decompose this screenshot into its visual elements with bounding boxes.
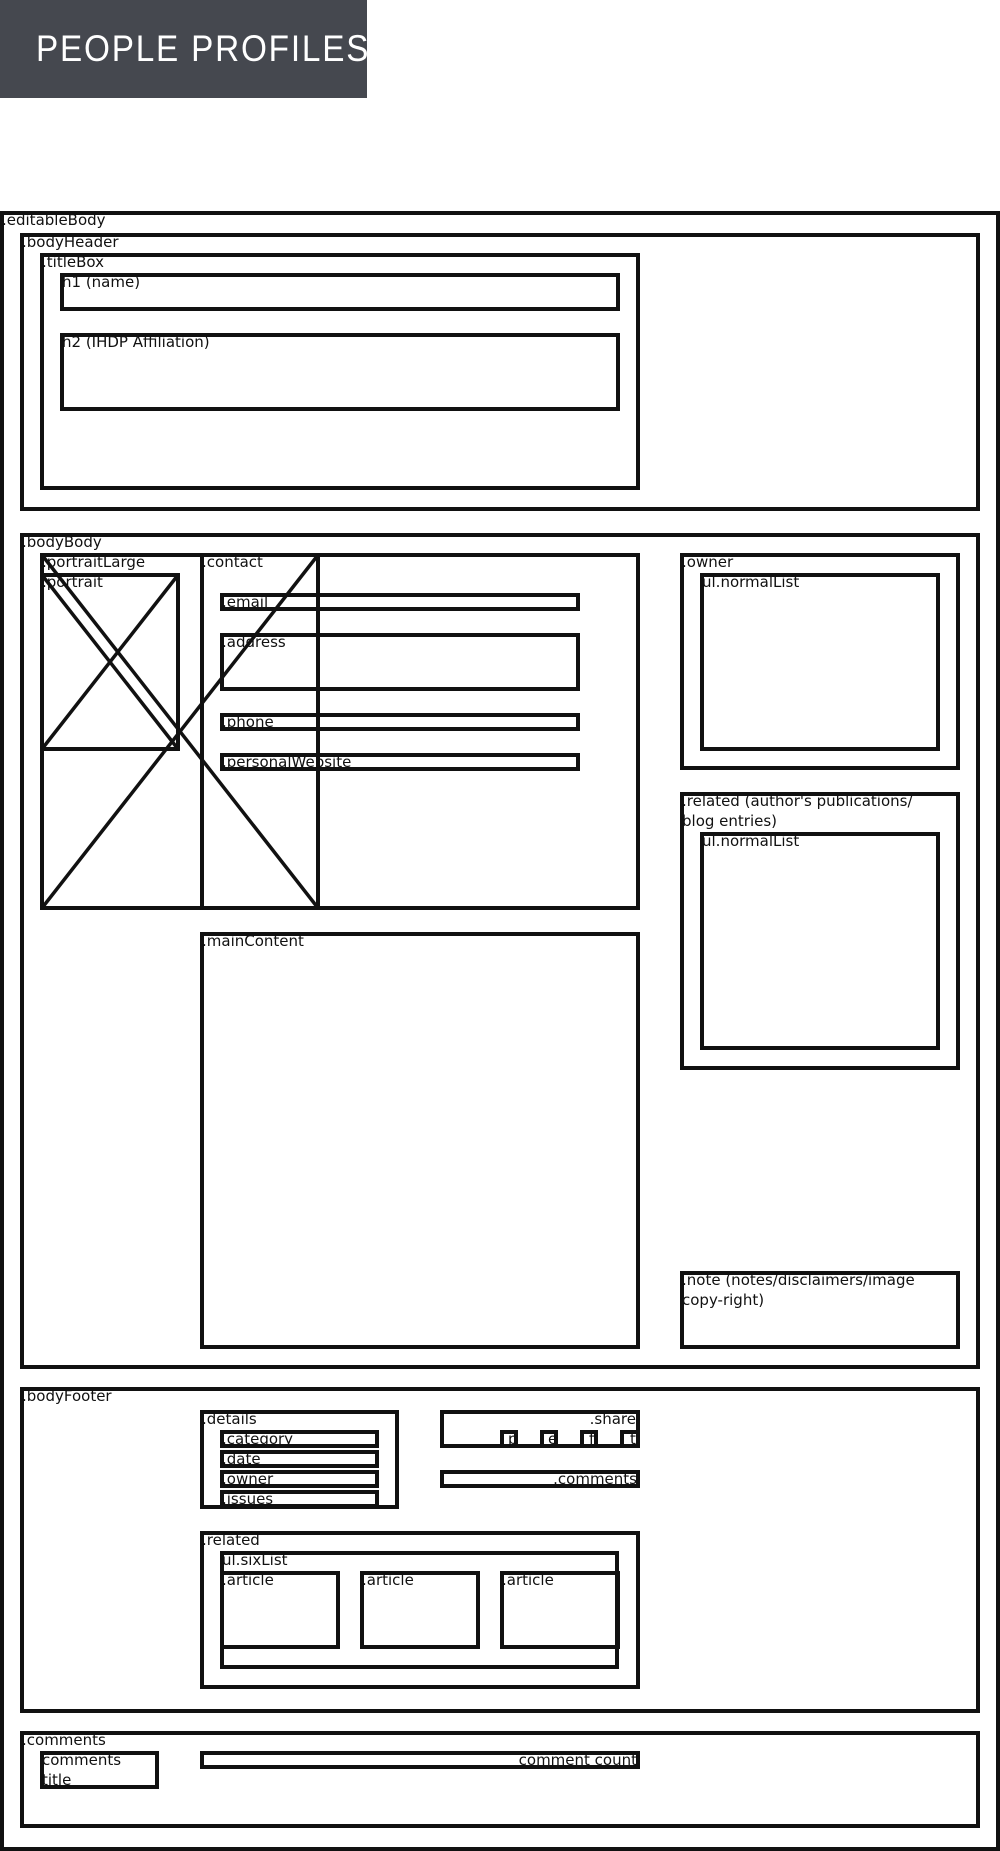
portrait-large-label: .portraitLarge: [42, 553, 146, 571]
comments-label: .comments: [22, 1731, 106, 1749]
personal-website-label: .personalWebsite: [222, 753, 352, 771]
page-title: PEOPLE PROFILES: [36, 28, 371, 69]
details-label: .details: [202, 1410, 257, 1428]
article-label: .article: [362, 1571, 414, 1589]
share-label: .share: [589, 1410, 636, 1428]
owner-normal-list-box: [700, 573, 940, 751]
email-label: .email: [222, 593, 269, 611]
portrait-label: .portrait: [42, 573, 103, 591]
comments-box: [20, 1731, 980, 1828]
body-header-label: .bodyHeader: [22, 233, 119, 251]
contact-label: .contact: [202, 553, 263, 571]
phone-box: [220, 713, 580, 731]
owner-normal-list-label: ul.normalList: [702, 573, 800, 591]
footer-comments-label: .comments: [553, 1470, 637, 1488]
share-p-label: p: [508, 1430, 518, 1448]
main-content-label: .mainContent: [202, 932, 304, 950]
h1-name-label: h1 (name): [62, 273, 141, 291]
related-normal-list-box: [700, 832, 940, 1050]
six-list-label: ul.sixList: [222, 1551, 288, 1569]
address-label: .address: [222, 633, 286, 651]
date-label: .date: [222, 1450, 261, 1468]
article-label: .article: [222, 1571, 274, 1589]
footer-related-label: .related: [202, 1531, 260, 1549]
share-t-label: t: [630, 1430, 636, 1448]
category-label: .category: [222, 1430, 294, 1448]
share-e-label: e: [548, 1430, 558, 1448]
details-owner-label: .owner: [222, 1470, 274, 1488]
h2-affiliation-label: h2 (IHDP Affiliation): [62, 333, 210, 351]
body-body-label: .bodyBody: [22, 533, 102, 551]
note-label: .note (notes/disclaimers/image copy-right): [682, 1271, 915, 1309]
issues-label: .issues: [222, 1490, 274, 1508]
editable-body-label: .editableBody: [2, 211, 106, 229]
comments-title-label: comments title: [42, 1751, 122, 1789]
body-footer-label: .bodyFooter: [22, 1387, 112, 1405]
share-f-label: f: [589, 1430, 595, 1448]
related-normal-list-label: ul.normalList: [702, 832, 800, 850]
title-box-label: .titleBox: [42, 253, 104, 271]
phone-label: .phone: [222, 713, 274, 731]
article-label: .article: [502, 1571, 554, 1589]
related-side-label: .related (author's publications/ blog entries): [682, 792, 913, 830]
comment-count-label: comment count: [518, 1751, 637, 1769]
email-box: [220, 593, 580, 611]
owner-label: .owner: [682, 553, 734, 571]
main-content-box: [200, 932, 640, 1349]
